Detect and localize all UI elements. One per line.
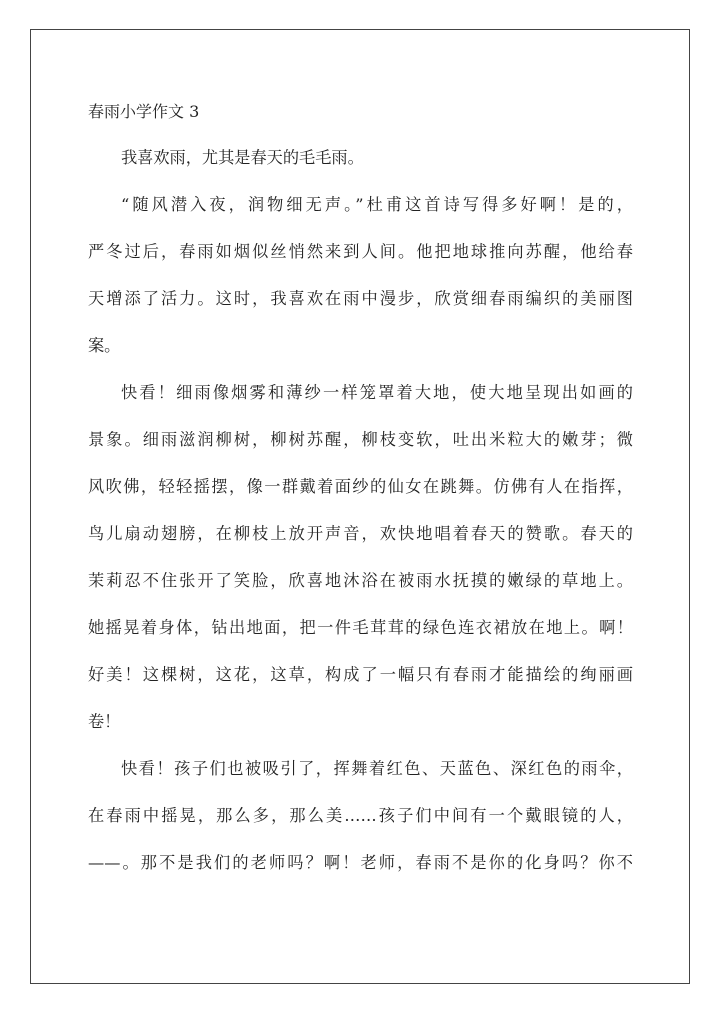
text-line: 风吹佛，轻轻摇摆，像一群戴着面纱的仙女在跳舞。仿佛有人在指挥， [88,477,633,496]
text-line: 鸟儿扇动翅膀，在柳枝上放开声音，欢快地唱着春天的赞歌。春天的 [88,524,633,543]
text-line: 严冬过后，春雨如烟似丝悄然来到人间。他把地球推向苏醒，他给春 [88,242,633,261]
page-border [30,29,690,984]
text-line: 天增添了活力。这时，我喜欢在雨中漫步，欣赏细春雨编织的美丽图 [88,289,633,308]
text-line: “随风潜入夜，润物细无声。”杜甫这首诗写得多好啊！是的， [121,195,633,214]
text-line: 案。 [88,336,121,355]
text-line: 我喜欢雨，尤其是春天的毛毛雨。 [121,148,364,167]
document-title: 春雨小学作文 3 [88,102,200,121]
text-line: 景象。细雨滋润柳树，柳树苏醒，柳枝变软，吐出米粒大的嫩芽；微 [88,430,633,449]
text-line: 她摇晃着身体，钻出地面，把一件毛茸茸的绿色连衣裙放在地上。啊！ [88,618,633,637]
text-line: 快看！细雨像烟雾和薄纱一样笼罩着大地，使大地呈现出如画的 [121,383,633,402]
text-line: 卷！ [88,712,121,731]
text-line: ——。那不是我们的老师吗？啊！老师，春雨不是你的化身吗？你不 [88,853,633,872]
text-line: 在春雨中摇晃，那么多，那么美……孩子们中间有一个戴眼镜的人， [88,806,633,825]
text-line: 快看！孩子们也被吸引了，挥舞着红色、天蓝色、深红色的雨伞， [121,759,633,778]
text-line: 好美！这棵树，这花，这草，构成了一幅只有春雨才能描绘的绚丽画 [88,665,633,684]
text-line: 茉莉忍不住张开了笑脸，欣喜地沐浴在被雨水抚摸的嫩绿的草地上。 [88,571,633,590]
